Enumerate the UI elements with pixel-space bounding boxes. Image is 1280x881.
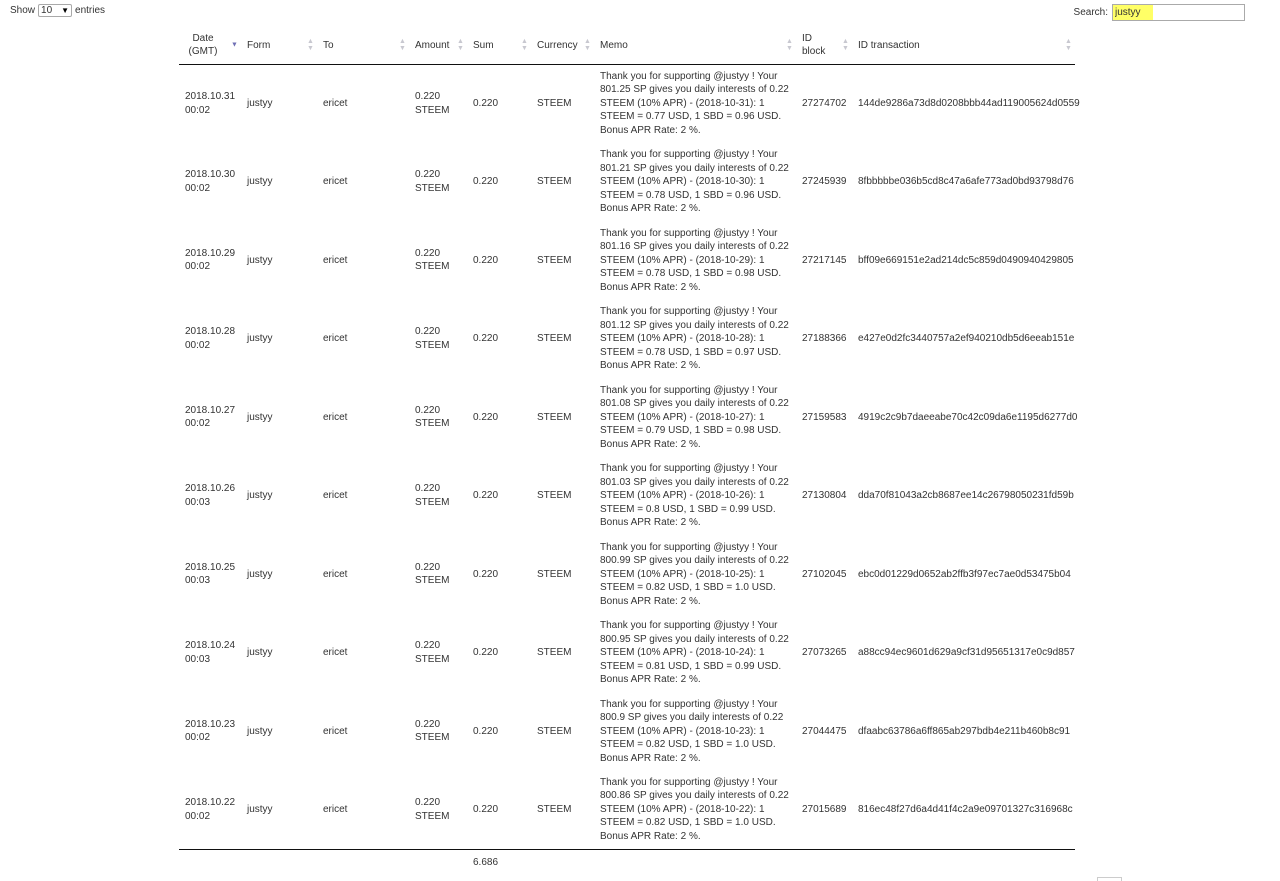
currency-cell-text: STEEM xyxy=(537,97,572,109)
from-cell xyxy=(241,143,317,222)
sum-cell-text: 0.220 xyxy=(473,725,499,737)
to-cell xyxy=(317,692,409,771)
amount-cell-text: STEEM xyxy=(415,182,450,194)
currency-cell-text: STEEM xyxy=(537,254,572,266)
to-cell xyxy=(317,535,409,614)
transaction-id-cell xyxy=(852,771,1075,850)
transaction-id-cell-text: 144de9286a73d8d0208bbb44ad119005624d0559 xyxy=(858,97,1080,109)
sum-cell-text: 0.220 xyxy=(473,647,499,658)
sum-cell-text: 0.220 xyxy=(473,254,499,266)
amount-cell-text: STEEM xyxy=(415,810,450,822)
date-cell xyxy=(179,535,241,614)
transaction-id-cell xyxy=(852,535,1075,614)
memo-cell-text: Thank you for supporting @justyy ! Your xyxy=(600,541,778,553)
block-id-cell xyxy=(796,457,852,536)
currency-cell-text: STEEM xyxy=(537,647,572,658)
entries-label: entries xyxy=(75,5,106,16)
memo-cell xyxy=(594,300,796,379)
date-cell-text: 2018.10.26 xyxy=(185,483,236,495)
memo-cell-text: STEEM (10% APR) - (2018-10-28): 1 xyxy=(600,333,765,344)
memo-cell-text: Bonus APR Rate: 2 %. xyxy=(600,830,701,842)
from-cell-text: justyy xyxy=(247,254,273,266)
date-cell-text: 2018.10.25 xyxy=(185,561,236,573)
date-cell-text: 00:02 xyxy=(185,418,211,430)
chevron-down-icon: ▼ xyxy=(61,6,70,15)
to-cell-text: ericet xyxy=(323,411,348,423)
amount-cell-text: 0.220 xyxy=(415,561,441,573)
memo-cell-text: STEEM (10% APR) - (2018-10-27): 1 xyxy=(600,411,765,423)
memo-cell-text: Bonus APR Rate: 2 %. xyxy=(600,438,701,450)
memo-cell-text: STEEM = 0.78 USD, 1 SBD = 0.98 USD. xyxy=(600,268,782,279)
length-control xyxy=(10,4,105,17)
memo-cell-text: 800.86 SP gives you daily interests of 0.22 xyxy=(600,790,789,802)
column-header-label: Form xyxy=(247,39,271,51)
block-id-cell-text: 27130804 xyxy=(802,490,847,501)
to-cell-text: ericet xyxy=(323,176,348,187)
currency-cell xyxy=(531,692,594,771)
column-header-label: Amount xyxy=(415,39,450,51)
transaction-id-cell-text: a88cc94ec9601d629a9cf31d95651317e0c9d857 xyxy=(858,647,1075,658)
sort-both-icon: ▲ ▼ xyxy=(1065,38,1072,53)
entries-select-value: 10 xyxy=(41,5,53,16)
memo-cell-text: STEEM (10% APR) - (2018-10-23): 1 xyxy=(600,725,765,737)
memo-cell-text: 800.9 SP gives you daily interests of 0.22 xyxy=(600,712,784,723)
date-cell-text: 00:03 xyxy=(185,496,211,508)
amount-cell-text: STEEM xyxy=(415,418,450,430)
transaction-id-cell-text: 4919c2c9b7daeeabe70c42c09da6e1195d6277d0 xyxy=(858,411,1078,423)
block-id-cell xyxy=(796,300,852,379)
column-header-transaction-id[interactable] xyxy=(852,27,1075,64)
transaction-id-cell xyxy=(852,143,1075,222)
date-cell xyxy=(179,143,241,222)
amount-cell xyxy=(409,300,467,379)
date-cell xyxy=(179,378,241,457)
date-cell-text: 00:02 xyxy=(185,339,211,351)
table-row xyxy=(179,535,1075,614)
sum-cell xyxy=(467,221,531,300)
transaction-id-cell-text: dda70f81043a2cb8687ee14c26798050231fd59b xyxy=(858,490,1074,501)
block-id-cell xyxy=(796,535,852,614)
sum-cell-text: 0.220 xyxy=(473,568,499,580)
from-cell-text: justyy xyxy=(247,411,273,423)
currency-cell-text: STEEM xyxy=(537,568,572,580)
column-header-sum[interactable] xyxy=(467,27,531,64)
currency-cell xyxy=(531,378,594,457)
sum-cell-text: 0.220 xyxy=(473,333,499,344)
column-header-label: Currency xyxy=(537,39,578,51)
search-input[interactable] xyxy=(1112,4,1245,21)
date-cell xyxy=(179,64,241,143)
memo-cell-text: STEEM (10% APR) - (2018-10-24): 1 xyxy=(600,647,765,658)
sort-both-icon: ▲ ▼ xyxy=(399,38,406,53)
transaction-id-cell xyxy=(852,300,1075,379)
currency-cell xyxy=(531,535,594,614)
to-cell xyxy=(317,457,409,536)
from-cell-text: justyy xyxy=(247,647,273,658)
to-cell xyxy=(317,143,409,222)
memo-cell-text: STEEM = 0.79 USD, 1 SBD = 0.98 USD. xyxy=(600,425,782,436)
memo-cell xyxy=(594,378,796,457)
to-cell-text: ericet xyxy=(323,647,348,658)
column-header-date[interactable] xyxy=(179,27,241,64)
memo-cell-text: STEEM (10% APR) - (2018-10-22): 1 xyxy=(600,803,765,815)
date-cell-text: 2018.10.31 xyxy=(185,91,236,102)
amount-cell-text: STEEM xyxy=(415,575,450,587)
date-cell xyxy=(179,300,241,379)
table-row xyxy=(179,457,1075,536)
memo-cell-text: Thank you for supporting @justyy ! Your xyxy=(600,149,778,160)
date-cell-text: 00:02 xyxy=(185,261,211,273)
memo-cell-text: STEEM (10% APR) - (2018-10-31): 1 xyxy=(600,97,765,109)
memo-cell-text: Thank you for supporting @justyy ! Your xyxy=(600,306,778,317)
memo-cell-text: Bonus APR Rate: 2 %. xyxy=(600,124,701,136)
currency-cell xyxy=(531,771,594,850)
from-cell xyxy=(241,692,317,771)
from-cell-text: justyy xyxy=(247,176,273,187)
sort-both-icon: ▲ ▼ xyxy=(307,38,314,53)
pagination-button-partial[interactable] xyxy=(1097,877,1122,881)
memo-cell xyxy=(594,692,796,771)
memo-cell-text: STEEM = 0.81 USD, 1 SBD = 0.99 USD. xyxy=(600,660,782,672)
from-cell-text: justyy xyxy=(247,568,273,580)
column-header-label: Date (GMT) xyxy=(188,33,218,58)
to-cell-text: ericet xyxy=(323,333,348,344)
sort-both-icon: ▲ ▼ xyxy=(457,38,464,53)
date-cell-text: 00:03 xyxy=(185,653,211,665)
date-cell-text: 00:02 xyxy=(185,810,211,822)
memo-cell-text: Thank you for supporting @justyy ! Your xyxy=(600,776,778,788)
currency-cell-text: STEEM xyxy=(537,176,572,187)
from-cell-text: justyy xyxy=(247,333,273,344)
date-cell-text: 00:02 xyxy=(185,104,211,116)
to-cell xyxy=(317,64,409,143)
sum-cell-text: 0.220 xyxy=(473,490,499,501)
transaction-id-cell-text: bff09e669151e2ad214dc5c859d0490940429805 xyxy=(858,254,1074,266)
from-cell xyxy=(241,535,317,614)
from-cell xyxy=(241,614,317,693)
sum-cell xyxy=(467,771,531,850)
memo-cell-text: STEEM = 0.8 USD, 1 SBD = 0.99 USD. xyxy=(600,503,776,515)
table-row xyxy=(179,143,1075,222)
currency-cell-text: STEEM xyxy=(537,490,572,501)
date-cell-text: 2018.10.30 xyxy=(185,169,236,181)
to-cell-text: ericet xyxy=(323,568,348,580)
currency-cell xyxy=(531,221,594,300)
entries-select[interactable] xyxy=(38,4,72,17)
from-cell xyxy=(241,300,317,379)
sum-cell xyxy=(467,614,531,693)
sum-cell-text: 0.220 xyxy=(473,411,499,423)
transaction-id-cell-text: dfaabc63786a6ff865ab297bdb4e211b460b8c91 xyxy=(858,725,1071,737)
block-id-cell-text: 27245939 xyxy=(802,176,847,187)
currency-cell xyxy=(531,457,594,536)
column-header-from[interactable] xyxy=(241,27,317,64)
date-cell-text: 00:03 xyxy=(185,575,211,587)
from-cell-text: justyy xyxy=(247,490,273,501)
memo-cell xyxy=(594,64,796,143)
transaction-id-cell-text: 8fbbbbbe036b5cd8c47a6afe773ad0bd93798d76 xyxy=(858,176,1074,187)
currency-cell-text: STEEM xyxy=(537,411,572,423)
sum-cell-text: 0.220 xyxy=(473,176,499,187)
column-header-label: Memo xyxy=(600,39,628,51)
memo-cell-text: STEEM = 0.78 USD, 1 SBD = 0.97 USD. xyxy=(600,346,782,358)
search-control xyxy=(1074,4,1245,21)
memo-cell-text: Thank you for supporting @justyy ! Your xyxy=(600,384,778,396)
currency-cell xyxy=(531,64,594,143)
date-cell xyxy=(179,614,241,693)
amount-cell-text: 0.220 xyxy=(415,640,441,652)
from-cell-text: justyy xyxy=(247,803,273,815)
block-id-cell-text: 27073265 xyxy=(802,647,847,658)
table-row xyxy=(179,378,1075,457)
to-cell xyxy=(317,771,409,850)
transactions-table xyxy=(179,27,1080,876)
currency-cell xyxy=(531,614,594,693)
table-body xyxy=(179,64,1080,849)
footer-row xyxy=(179,849,1075,876)
block-id-cell-text: 27102045 xyxy=(802,568,847,580)
memo-cell-text: 801.25 SP gives you daily interests of 0.22 xyxy=(600,84,789,96)
amount-cell-text: STEEM xyxy=(415,261,450,273)
memo-cell-text: 800.99 SP gives you daily interests of 0.22 xyxy=(600,555,789,566)
from-cell xyxy=(241,64,317,143)
column-header-label: ID transaction xyxy=(858,39,920,51)
memo-cell-text: STEEM = 0.82 USD, 1 SBD = 1.0 USD. xyxy=(600,582,776,593)
date-cell-text: 2018.10.27 xyxy=(185,404,236,416)
table-row xyxy=(179,692,1075,771)
column-header-memo[interactable] xyxy=(594,27,796,64)
memo-cell-text: Bonus APR Rate: 2 %. xyxy=(600,674,701,685)
block-id-cell xyxy=(796,692,852,771)
table-row xyxy=(179,64,1075,143)
date-cell-text: 2018.10.22 xyxy=(185,797,236,808)
currency-cell-text: STEEM xyxy=(537,333,572,344)
memo-cell-text: Thank you for supporting @justyy ! Your xyxy=(600,463,778,474)
table-row xyxy=(179,614,1075,693)
sum-total: 6.686 xyxy=(467,849,531,876)
memo-cell-text: STEEM = 0.82 USD, 1 SBD = 1.0 USD. xyxy=(600,817,776,829)
block-id-cell xyxy=(796,221,852,300)
memo-cell-text: 801.16 SP gives you daily interests of 0.22 xyxy=(600,241,789,252)
memo-cell xyxy=(594,614,796,693)
memo-cell-text: STEEM (10% APR) - (2018-10-25): 1 xyxy=(600,568,765,580)
column-header-block-id[interactable] xyxy=(796,27,852,64)
from-cell xyxy=(241,221,317,300)
memo-cell-text: Thank you for supporting @justyy ! Your xyxy=(600,698,778,710)
to-cell xyxy=(317,378,409,457)
amount-cell xyxy=(409,535,467,614)
sort-both-icon: ▲ ▼ xyxy=(521,38,528,53)
sum-cell-text: 0.220 xyxy=(473,97,499,109)
memo-cell-text: STEEM (10% APR) - (2018-10-30): 1 xyxy=(600,176,765,187)
to-cell-text: ericet xyxy=(323,97,348,109)
block-id-cell-text: 27159583 xyxy=(802,411,847,423)
column-header-amount[interactable] xyxy=(409,27,467,64)
amount-cell-text: STEEM xyxy=(415,732,450,744)
date-cell xyxy=(179,692,241,771)
memo-cell xyxy=(594,143,796,222)
show-label: Show xyxy=(10,5,36,16)
memo-cell xyxy=(594,457,796,536)
memo-cell-text: Bonus APR Rate: 2 %. xyxy=(600,360,701,371)
amount-cell-text: STEEM xyxy=(415,104,450,116)
memo-cell-text: Bonus APR Rate: 2 %. xyxy=(600,281,701,293)
date-cell-text: 2018.10.29 xyxy=(185,247,236,259)
memo-cell xyxy=(594,221,796,300)
column-header-label: ID block xyxy=(802,33,826,58)
transaction-id-cell xyxy=(852,64,1080,143)
from-cell xyxy=(241,457,317,536)
amount-cell xyxy=(409,378,467,457)
transaction-id-cell-text: ebc0d01229d0652ab2ffb3f97ec7ae0d53475b04 xyxy=(858,568,1071,580)
amount-cell-text: STEEM xyxy=(415,653,450,665)
transaction-id-cell-text: e427e0d2fc3440757a2ef940210db5d6eeab151e xyxy=(858,333,1075,344)
sum-cell xyxy=(467,535,531,614)
to-cell-text: ericet xyxy=(323,254,348,266)
to-cell xyxy=(317,300,409,379)
memo-cell-text: 801.12 SP gives you daily interests of 0.22 xyxy=(600,319,789,331)
amount-cell-text: 0.220 xyxy=(415,404,441,416)
block-id-cell-text: 27274702 xyxy=(802,97,847,109)
amount-cell xyxy=(409,221,467,300)
memo-cell-text: STEEM = 0.77 USD, 1 SBD = 0.96 USD. xyxy=(600,111,782,123)
memo-cell-text: Bonus APR Rate: 2 %. xyxy=(600,203,701,214)
memo-cell-text: Bonus APR Rate: 2 %. xyxy=(600,517,701,528)
from-cell xyxy=(241,378,317,457)
transaction-id-cell xyxy=(852,614,1075,693)
transaction-id-cell-text: 816ec48f27d6a4d41f4c2a9e09701327c316968c xyxy=(858,803,1073,815)
amount-cell xyxy=(409,457,467,536)
sort-both-icon: ▲ ▼ xyxy=(842,38,849,53)
amount-cell-text: 0.220 xyxy=(415,326,441,338)
memo-cell-text: 801.08 SP gives you daily interests of 0.22 xyxy=(600,398,789,409)
date-cell xyxy=(179,457,241,536)
to-cell xyxy=(317,221,409,300)
amount-cell-text: 0.220 xyxy=(415,247,441,259)
header-row xyxy=(179,27,1075,64)
currency-cell xyxy=(531,300,594,379)
sort-desc-icon: ▼ xyxy=(231,41,238,49)
search-label: Search: xyxy=(1073,7,1108,18)
date-cell-text: 2018.10.24 xyxy=(185,640,236,652)
to-cell-text: ericet xyxy=(323,803,348,815)
memo-cell-text: STEEM (10% APR) - (2018-10-29): 1 xyxy=(600,254,765,266)
block-id-cell xyxy=(796,771,852,850)
sum-cell xyxy=(467,692,531,771)
table-row xyxy=(179,771,1075,850)
from-cell xyxy=(241,771,317,850)
date-cell xyxy=(179,771,241,850)
block-id-cell-text: 27015689 xyxy=(802,803,847,815)
amount-cell xyxy=(409,64,467,143)
block-id-cell xyxy=(796,143,852,222)
transaction-id-cell xyxy=(852,692,1075,771)
amount-cell-text: 0.220 xyxy=(415,91,441,102)
memo-cell-text: Thank you for supporting @justyy ! Your xyxy=(600,620,778,631)
block-id-cell-text: 27044475 xyxy=(802,725,847,737)
sort-both-icon: ▲ ▼ xyxy=(786,38,793,53)
column-header-label: Sum xyxy=(473,39,494,51)
amount-cell-text: 0.220 xyxy=(415,483,441,495)
amount-cell-text: STEEM xyxy=(415,339,450,351)
from-cell-text: justyy xyxy=(247,725,273,737)
memo-cell xyxy=(594,771,796,850)
sum-cell xyxy=(467,64,531,143)
date-cell-text: 2018.10.23 xyxy=(185,718,236,730)
date-cell-text: 00:02 xyxy=(185,732,211,744)
table-row xyxy=(179,221,1075,300)
block-id-cell xyxy=(796,378,852,457)
currency-cell xyxy=(531,143,594,222)
from-cell-text: justyy xyxy=(247,97,273,109)
memo-cell-text: STEEM = 0.78 USD, 1 SBD = 0.96 USD. xyxy=(600,189,782,201)
amount-cell-text: 0.220 xyxy=(415,797,441,808)
block-id-cell xyxy=(796,614,852,693)
amount-cell-text: 0.220 xyxy=(415,169,441,181)
memo-cell-text: 801.21 SP gives you daily interests of 0.22 xyxy=(600,162,789,174)
memo-cell-text: Bonus APR Rate: 2 %. xyxy=(600,595,701,607)
currency-cell-text: STEEM xyxy=(537,803,572,815)
date-cell-text: 2018.10.28 xyxy=(185,326,236,338)
transaction-id-cell xyxy=(852,378,1078,457)
amount-cell xyxy=(409,143,467,222)
memo-cell-text: STEEM = 0.82 USD, 1 SBD = 1.0 USD. xyxy=(600,739,776,750)
column-header-currency[interactable] xyxy=(531,27,594,64)
memo-cell-text: 800.95 SP gives you daily interests of 0.22 xyxy=(600,633,789,645)
memo-cell-text: STEEM (10% APR) - (2018-10-26): 1 xyxy=(600,490,765,501)
sort-both-icon: ▲ ▼ xyxy=(584,38,591,53)
currency-cell-text: STEEM xyxy=(537,725,572,737)
to-cell-text: ericet xyxy=(323,725,348,737)
memo-cell xyxy=(594,535,796,614)
to-cell xyxy=(317,614,409,693)
block-id-cell-text: 27188366 xyxy=(802,333,847,344)
to-cell-text: ericet xyxy=(323,490,348,501)
amount-cell-text: STEEM xyxy=(415,496,450,508)
sum-cell xyxy=(467,457,531,536)
transaction-id-cell xyxy=(852,221,1075,300)
block-id-cell xyxy=(796,64,852,143)
memo-cell-text: Bonus APR Rate: 2 %. xyxy=(600,752,701,764)
memo-cell-text: Thank you for supporting @justyy ! Your xyxy=(600,70,778,82)
memo-cell-text: 801.03 SP gives you daily interests of 0.22 xyxy=(600,476,789,488)
table-row xyxy=(179,300,1075,379)
amount-cell xyxy=(409,771,467,850)
transaction-id-cell xyxy=(852,457,1075,536)
sum-cell xyxy=(467,378,531,457)
amount-cell-text: 0.220 xyxy=(415,718,441,730)
amount-cell xyxy=(409,614,467,693)
column-header-label: To xyxy=(323,39,334,51)
sum-cell-text: 0.220 xyxy=(473,803,499,815)
block-id-cell-text: 27217145 xyxy=(802,254,847,266)
column-header-to[interactable] xyxy=(317,27,409,64)
amount-cell xyxy=(409,692,467,771)
sum-cell xyxy=(467,143,531,222)
sum-cell xyxy=(467,300,531,379)
memo-cell-text: Thank you for supporting @justyy ! Your xyxy=(600,227,778,239)
date-cell xyxy=(179,221,241,300)
date-cell-text: 00:02 xyxy=(185,182,211,194)
